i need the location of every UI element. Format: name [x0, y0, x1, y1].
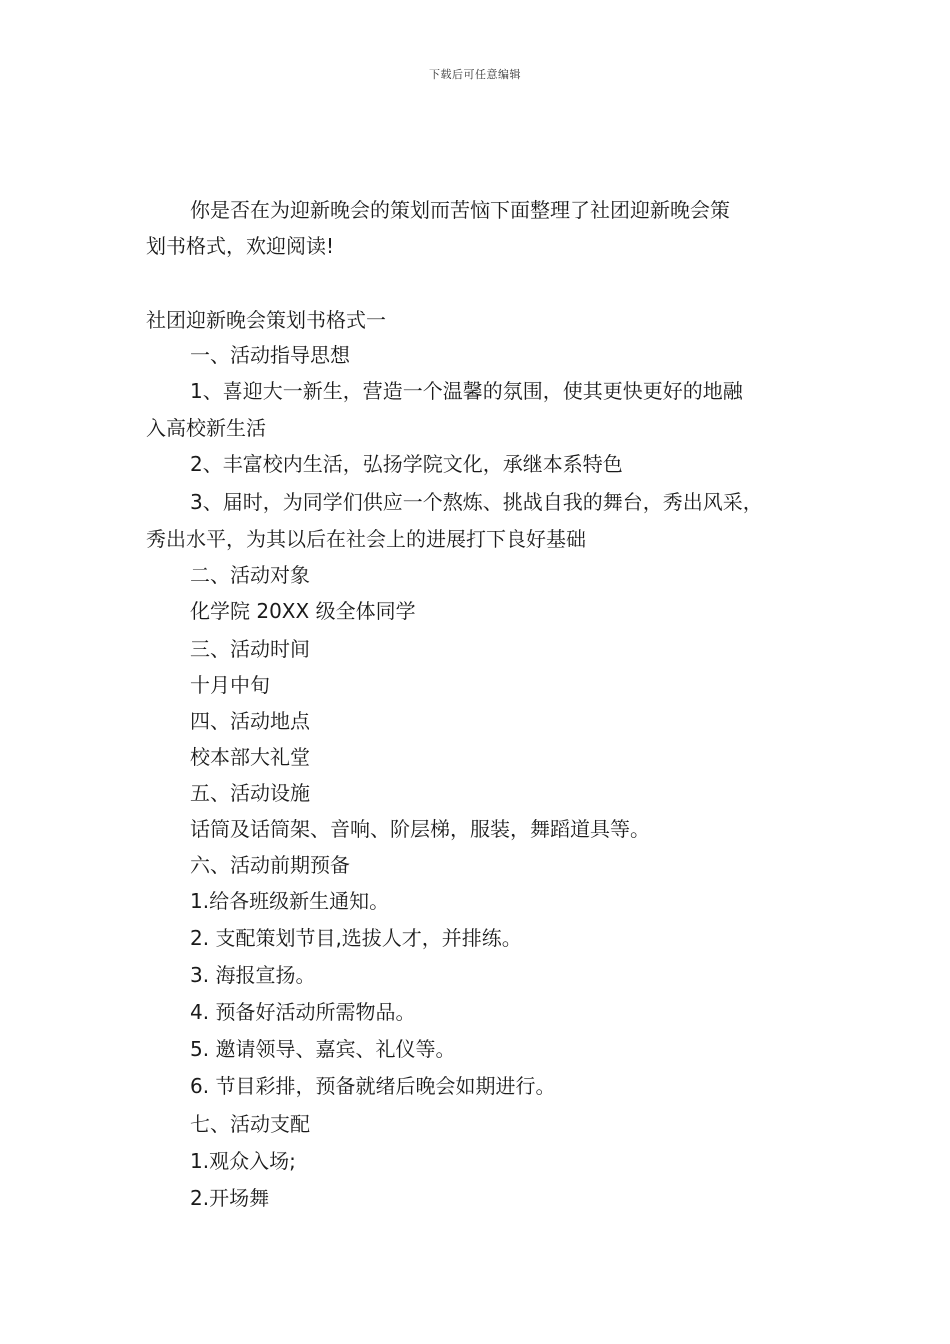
list-item: 5. 邀请领导、嘉宾、礼仪等。	[190, 1037, 456, 1061]
section-1-paragraph-3-line-2: 秀出水平，为其以后在社会上的进展打下良好基础	[146, 527, 586, 551]
section-2-heading: 二、活动对象	[190, 563, 310, 587]
section-1-paragraph-1-line-1: 1、喜迎大一新生，营造一个温馨的氛围，使其更快更好的地融	[190, 379, 743, 403]
section-1-paragraph-2: 2、丰富校内生活，弘扬学院文化，承继本系特色	[190, 452, 623, 476]
section-7-heading: 七、活动支配	[190, 1112, 310, 1136]
section-4-heading: 四、活动地点	[190, 709, 310, 733]
section-1-heading: 一、活动指导思想	[190, 343, 350, 367]
list-item: 3. 海报宣扬。	[190, 963, 316, 987]
list-item: 1.给各班级新生通知。	[190, 889, 390, 913]
list-item: 6. 节目彩排，预备就绪后晚会如期进行。	[190, 1074, 556, 1098]
section-1-paragraph-3-line-1: 3、届时，为同学们供应一个熬炼、挑战自我的舞台，秀出风采，	[190, 490, 763, 514]
section-5-body: 话筒及话筒架、音响、阶层梯，服装，舞蹈道具等。	[190, 817, 650, 841]
section-6-heading: 六、活动前期预备	[190, 853, 350, 877]
section-1-paragraph-1-line-2: 入高校新生活	[146, 416, 266, 440]
section-5-heading: 五、活动设施	[190, 781, 310, 805]
list-item: 4. 预备好活动所需物品。	[190, 1000, 416, 1024]
intro-line-2: 划书格式，欢迎阅读!	[146, 234, 335, 258]
section-3-body: 十月中旬	[190, 673, 270, 697]
section-4-body: 校本部大礼堂	[190, 745, 310, 769]
list-item: 2. 支配策划节目,选拔人才，并排练。	[190, 926, 522, 950]
section-3-heading: 三、活动时间	[190, 637, 310, 661]
section-2-body: 化学院 20XX 级全体同学	[190, 599, 416, 623]
list-item: 2.开场舞	[190, 1186, 270, 1210]
intro-line-1: 你是否在为迎新晚会的策划而苦恼下面整理了社团迎新晚会策	[190, 198, 730, 222]
document-title: 社团迎新晚会策划书格式一	[146, 308, 386, 332]
page-header: 下载后可任意编辑	[429, 68, 521, 81]
list-item: 1.观众入场;	[190, 1149, 296, 1173]
